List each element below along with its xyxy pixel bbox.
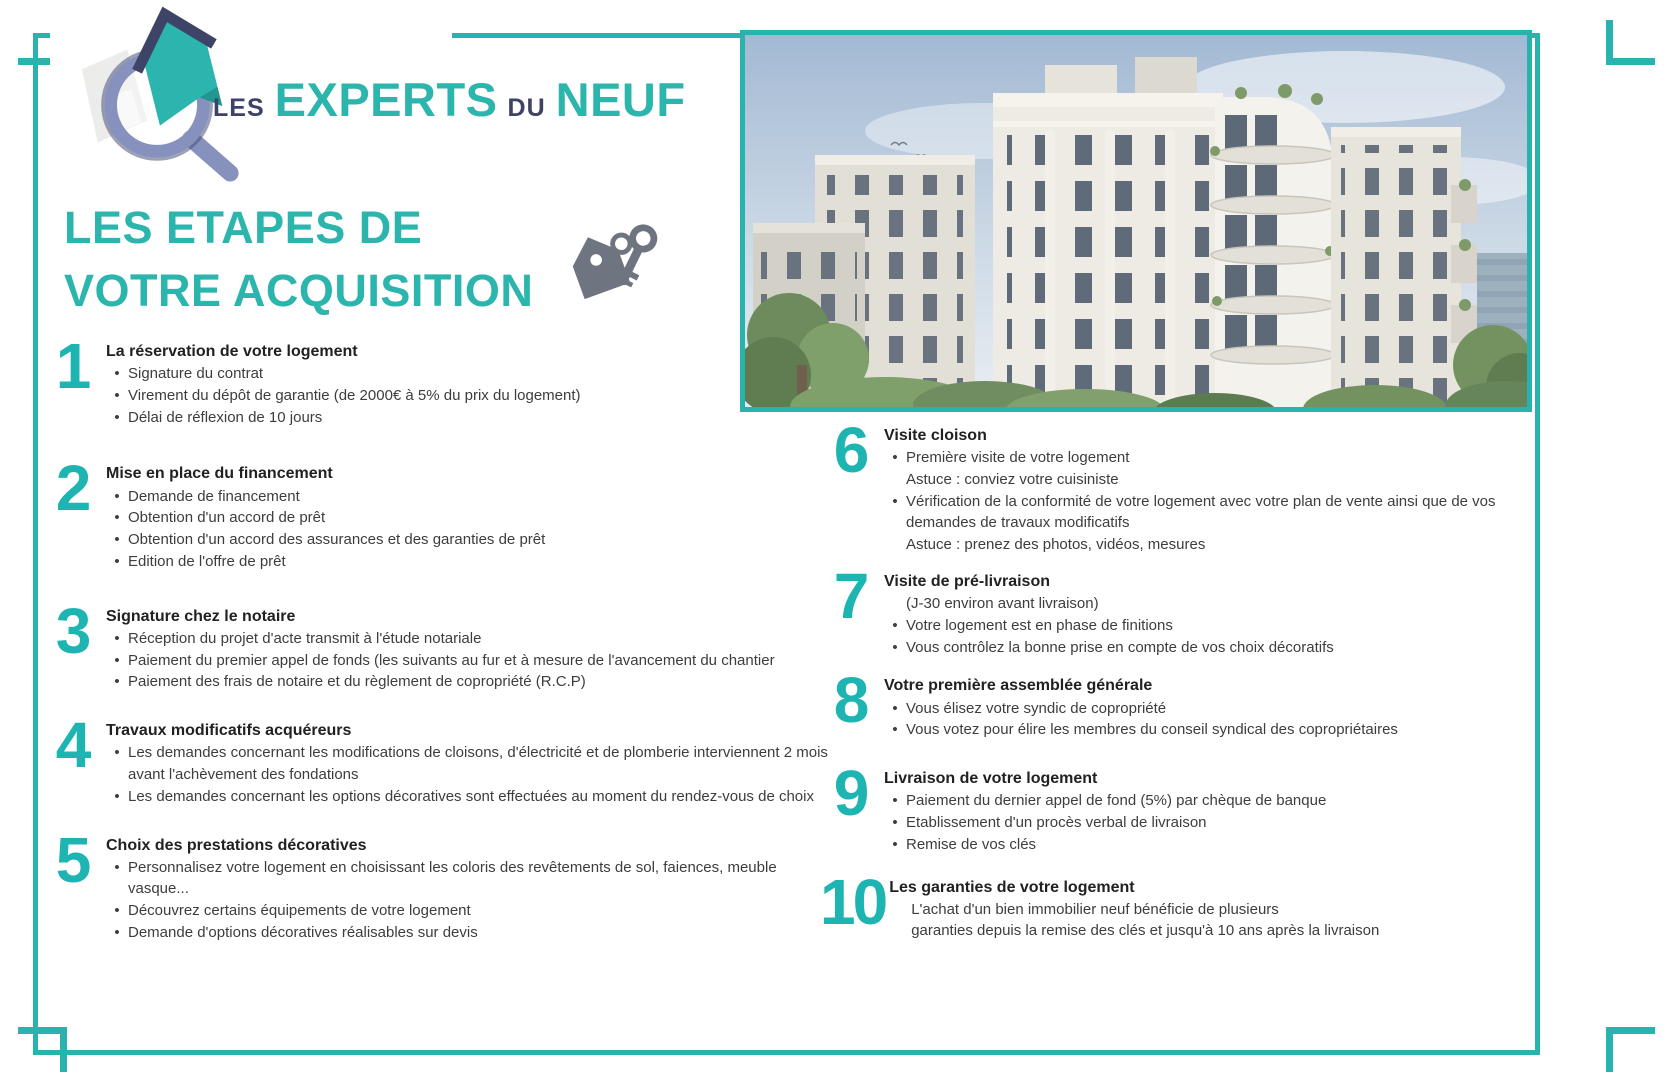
step-line-text: Découvrez certains équipements de votre logement <box>128 902 471 920</box>
step-line-text: Demande de financement <box>128 487 300 505</box>
step-heading: Les garanties de votre logement <box>889 878 1135 896</box>
step-bullet-line <box>106 922 834 944</box>
step-sub-line <box>889 899 1534 921</box>
step-number: 3 <box>55 594 89 667</box>
bullet-dot: • <box>114 552 120 570</box>
step-line-text: Virement du dépôt de garantie (de 2000€ à 5% du prix du logement) <box>128 386 581 404</box>
step-bullet-line <box>106 363 834 385</box>
crop-mark-bottom-right <box>1606 1027 1655 1072</box>
step-number: 8 <box>833 664 867 737</box>
step-line-text: Signature du contrat <box>128 365 264 383</box>
step-bullet-line <box>106 486 834 508</box>
step-item <box>820 559 1534 658</box>
step-bullet-line <box>884 834 1534 856</box>
step-line-text: garanties depuis la remise des clés et jusqu'à 10 ans après la livraison <box>911 922 1380 940</box>
bullet-dot: • <box>114 858 120 876</box>
step-line-text: Vérification de la conformité de votre logement avec votre plan de vente ainsi que de vos demandes de travaux modificatifs <box>906 492 1496 532</box>
bullet-dot: • <box>114 923 120 941</box>
step-heading: Signature chez le notaire <box>106 607 296 625</box>
step-number: 1 <box>55 330 89 402</box>
bullet-dot: • <box>892 814 898 831</box>
step-sub-line <box>884 534 1534 556</box>
step-bullet-line <box>106 900 834 922</box>
bullet-dot: • <box>892 721 898 739</box>
brand-word-neuf: NEUF <box>555 73 686 126</box>
step-heading: Choix des prestations décoratives <box>106 836 367 854</box>
step-number: 6 <box>833 414 867 486</box>
bullet-dot: • <box>114 365 120 383</box>
step-line-text: Obtention d'un accord de prêt <box>128 509 326 527</box>
step-bullet-line <box>884 637 1534 659</box>
bullet-dot: • <box>114 408 120 426</box>
step-line-text: Vous votez pour élire les membres du conseil syndical des copropriétaires <box>906 721 1398 739</box>
step-body <box>880 424 1534 556</box>
step-line-text: Vous élisez votre syndic de copropriété <box>906 699 1167 717</box>
bullet-dot: • <box>892 638 898 656</box>
step-item <box>820 664 1534 741</box>
step-line-text: Etablissement d'un procès verbal de livraison <box>906 814 1207 831</box>
step-item <box>42 823 834 944</box>
bullet-dot: • <box>114 744 120 762</box>
step-item <box>820 414 1534 556</box>
bullet-dot: • <box>114 902 120 920</box>
step-heading: Visite de pré-livraison <box>884 572 1050 590</box>
bullet-dot: • <box>114 487 120 505</box>
step-body <box>102 834 834 944</box>
page-title-line1: LES ETAPES DE <box>64 202 423 253</box>
step-bullet-line <box>106 529 834 551</box>
brand-word-du: DU <box>507 94 546 122</box>
step-line-text: L'achat d'un bien immobilier neuf bénéficie de plusieurs <box>911 900 1279 918</box>
bullet-dot: • <box>892 792 898 810</box>
new-building-render-photo <box>740 30 1532 412</box>
step-bullet-line <box>106 507 834 529</box>
step-bullet-line <box>884 790 1534 812</box>
bullet-dot: • <box>114 509 120 527</box>
step-heading: Travaux modificatifs acquéreurs <box>106 722 352 740</box>
step-body <box>880 674 1534 741</box>
step-sub-line <box>889 920 1534 942</box>
step-line-text: Paiement du dernier appel de fond (5%) par chèque de banque <box>906 792 1327 810</box>
bullet-dot: • <box>892 835 898 853</box>
step-body <box>102 605 834 693</box>
step-bullet-line <box>106 385 834 407</box>
step-bullet-line <box>106 407 834 429</box>
page-title <box>64 196 624 322</box>
step-line-text: Les demandes concernant les options décoratives sont effectuées au moment du rendez-vous de choix <box>128 787 814 805</box>
step-heading: Livraison de votre logement <box>884 770 1098 788</box>
step-bullet-line <box>106 786 834 808</box>
bullet-dot: • <box>114 386 120 404</box>
step-line-text: Première visite de votre logement <box>906 449 1130 467</box>
step-heading: Votre première assemblée générale <box>884 677 1153 695</box>
step-bullet-line <box>106 857 834 901</box>
step-bullet-line <box>884 615 1534 637</box>
step-item <box>820 865 1534 943</box>
step-bullet-line <box>106 742 834 786</box>
step-line-text: Obtention d'un accord des assurances et des garanties de prêt <box>128 531 546 549</box>
step-number: 2 <box>55 452 89 525</box>
bullet-dot: • <box>892 616 898 634</box>
step-bullet-line <box>884 719 1534 741</box>
bullet-dot: • <box>114 531 120 549</box>
step-heading: Mise en place du financement <box>106 465 333 483</box>
step-line-text: Délai de réflexion de 10 jours <box>128 408 323 426</box>
step-item <box>820 757 1534 855</box>
step-number: 4 <box>55 709 89 782</box>
step-bullet-line <box>106 650 834 672</box>
step-sub-line <box>884 593 1534 615</box>
step-number: 7 <box>833 559 867 632</box>
step-line-text: Astuce : prenez des photos, vidéos, mesures <box>906 536 1206 554</box>
step-item <box>42 330 834 428</box>
steps-column-left <box>42 330 834 944</box>
step-line-text: Remise de vos clés <box>906 835 1037 853</box>
bullet-dot: • <box>892 492 898 510</box>
step-line-text: Demande d'options décoratives réalisables sur devis <box>128 923 478 941</box>
step-body <box>885 876 1534 943</box>
bullet-dot: • <box>114 673 120 691</box>
house-keys-icon <box>555 212 680 318</box>
step-bullet-line <box>106 551 834 573</box>
step-number: 10 <box>820 865 886 938</box>
step-bullet-line <box>106 628 834 650</box>
step-body <box>102 462 834 572</box>
step-item <box>42 709 834 807</box>
bullet-dot: • <box>114 629 120 647</box>
step-line-text: Les demandes concernant les modifications de cloisons, d'électricité et de plomberie interviennent 2 mois avant l'achèvement des fondations <box>128 744 828 783</box>
steps-column-right <box>820 414 1534 942</box>
step-line-text: Vous contrôlez la bonne prise en compte de vos choix décoratifs <box>906 638 1334 656</box>
step-bullet-line <box>884 447 1534 469</box>
step-body <box>880 570 1534 658</box>
brand-word-experts: EXPERTS <box>274 73 498 126</box>
step-line-text: Personnalisez votre logement en choisissant les coloris des revêtements de sol, faiences, meuble vasque... <box>128 858 777 898</box>
brand-word-les: LES <box>213 94 265 122</box>
bullet-dot: • <box>114 651 120 669</box>
step-body <box>102 719 834 807</box>
step-bullet-line <box>106 671 834 693</box>
step-item <box>42 594 834 693</box>
step-line-text: Réception du projet d'acte transmit à l'étude notariale <box>128 629 482 647</box>
step-bullet-line <box>884 812 1534 834</box>
step-line-text: (J-30 environ avant livraison) <box>906 595 1099 613</box>
step-bullet-line <box>884 491 1534 535</box>
step-body <box>880 767 1534 855</box>
step-line-text: Paiement du premier appel de fonds (les suivants au fur et à mesure de l'avancement du chantier <box>128 651 775 669</box>
brand-wordmark <box>213 72 686 127</box>
crop-mark-top-right <box>1606 20 1655 65</box>
step-body <box>102 340 834 428</box>
step-line-text: Votre logement est en phase de finitions <box>906 616 1173 634</box>
step-line-text: Astuce : conviez votre cuisiniste <box>906 470 1119 488</box>
step-line-text: Paiement des frais de notaire et du règlement de copropriété (R.C.P) <box>128 673 586 691</box>
bullet-dot: • <box>892 699 898 717</box>
step-heading: Visite cloison <box>884 427 987 444</box>
step-number: 5 <box>55 823 89 896</box>
page-title-line2: VOTRE ACQUISITION <box>64 265 534 316</box>
bullet-dot: • <box>892 449 898 467</box>
step-bullet-line <box>884 698 1534 720</box>
step-sub-line <box>884 469 1534 491</box>
step-heading: La réservation de votre logement <box>106 343 358 360</box>
bullet-dot: • <box>114 787 120 805</box>
step-line-text: Edition de l'offre de prêt <box>128 552 286 570</box>
step-number: 9 <box>833 757 867 830</box>
step-item <box>42 452 834 572</box>
